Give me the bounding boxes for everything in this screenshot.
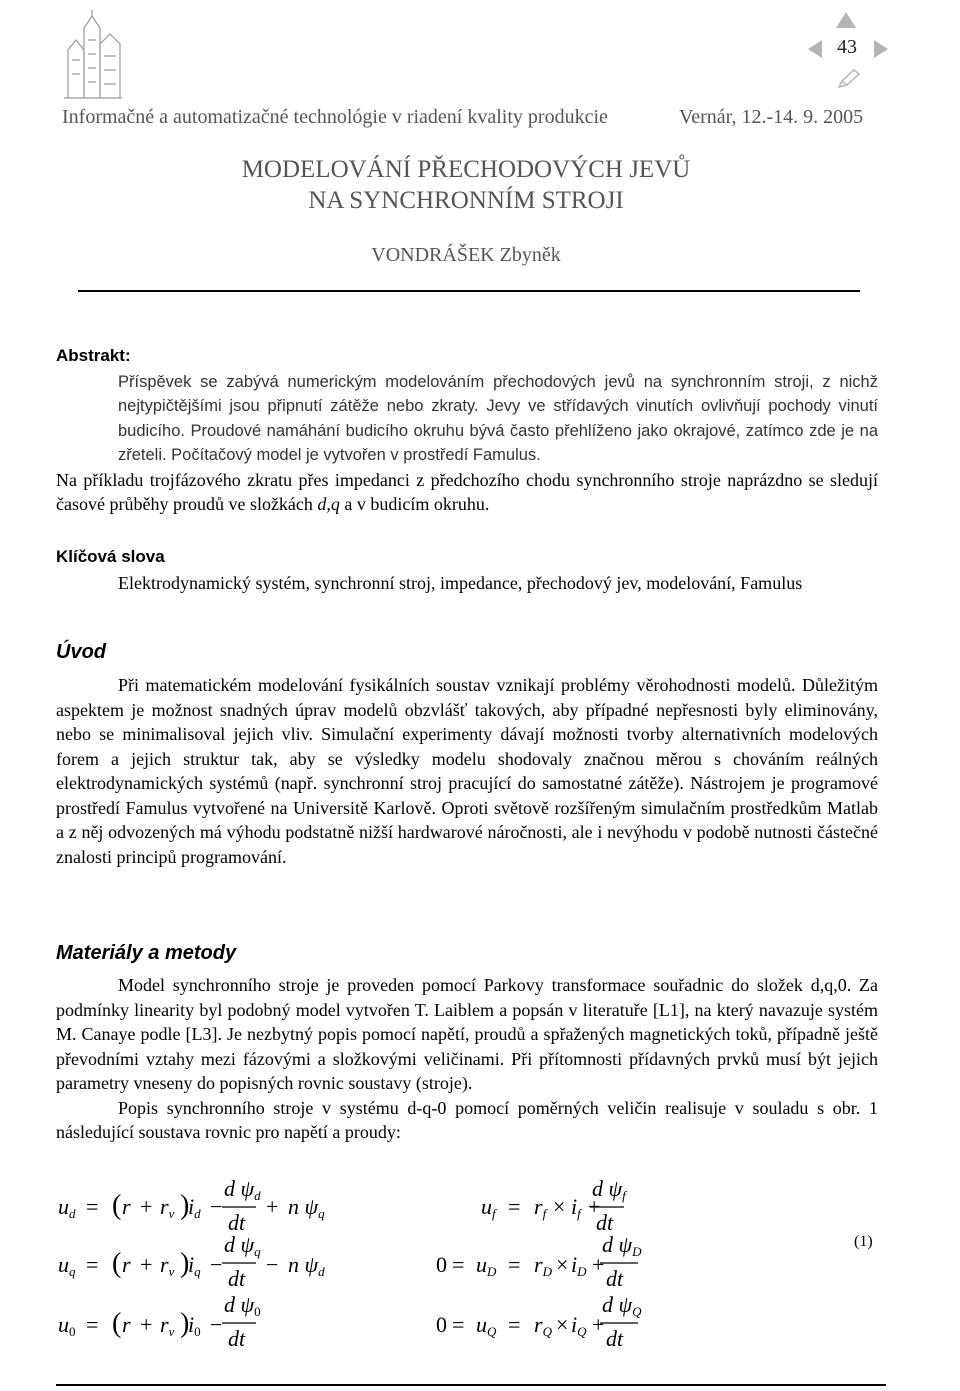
svg-text:i0: i0 (188, 1312, 201, 1339)
svg-text:0: 0 (436, 1252, 447, 1277)
svg-text:r: r (122, 1312, 131, 1337)
methods-text (56, 973, 878, 1145)
svg-text:iD: iD (571, 1252, 587, 1279)
svg-text:=: = (86, 1252, 99, 1277)
arrow-left-icon[interactable] (808, 40, 822, 58)
abstract-heading: Abstrakt: (56, 346, 131, 365)
arrow-up-icon[interactable] (836, 12, 856, 28)
svg-text:d ψd: d ψd (224, 1176, 261, 1203)
svg-text:+: + (588, 1194, 601, 1219)
svg-text:0: 0 (436, 1312, 447, 1337)
svg-text:+: + (140, 1312, 153, 1337)
equation-u0 (58, 1292, 261, 1351)
svg-text:n ψq: n ψq (288, 1194, 325, 1221)
equation-uq (58, 1232, 325, 1291)
paper-title (62, 154, 870, 216)
svg-text:d ψ0: d ψ0 (224, 1292, 261, 1319)
svg-text:×: × (556, 1312, 569, 1337)
page-number: 43 (837, 36, 857, 58)
svg-text:uf: uf (481, 1194, 496, 1221)
conference-date: Vernár, 12.-14. 9. 2005 (679, 106, 864, 128)
svg-text:id: id (188, 1194, 201, 1221)
svg-text:rD: rD (534, 1252, 552, 1279)
svg-text:dt: dt (606, 1326, 624, 1351)
svg-text:(: ( (112, 1308, 122, 1339)
intro-heading: Úvod (56, 641, 106, 663)
svg-text:×: × (553, 1194, 566, 1219)
svg-text:(: ( (112, 1248, 122, 1279)
abstract-body (56, 370, 878, 517)
svg-text:=: = (86, 1312, 99, 1337)
title-divider (78, 290, 860, 292)
svg-text:rf: rf (534, 1194, 547, 1221)
svg-text:×: × (556, 1252, 569, 1277)
svg-text:uD: uD (476, 1252, 497, 1279)
pencil-icon[interactable] (836, 68, 862, 90)
svg-text:d ψq: d ψq (224, 1232, 261, 1259)
arrow-right-icon[interactable] (874, 40, 888, 58)
svg-text:+: + (592, 1252, 605, 1277)
conference-logo (62, 10, 124, 102)
svg-text:dt: dt (228, 1210, 246, 1235)
svg-text:+: + (140, 1252, 153, 1277)
svg-text:r: r (122, 1194, 131, 1219)
svg-text:d ψQ: d ψQ (602, 1292, 642, 1319)
svg-text:(: ( (112, 1190, 122, 1221)
title-line-1: MODELOVÁNÍ PŘECHODOVÝCH JEVŮ (241, 156, 691, 183)
svg-text:dt: dt (596, 1210, 614, 1235)
svg-text:dt: dt (606, 1266, 624, 1291)
svg-text:d ψf: d ψf (592, 1176, 626, 1203)
svg-text:=: = (452, 1252, 465, 1277)
svg-text:+: + (592, 1312, 605, 1337)
svg-text:d ψD: d ψD (602, 1232, 642, 1259)
svg-text:n ψd: n ψd (288, 1252, 325, 1279)
equation-system (56, 1172, 886, 1382)
svg-text:+: + (140, 1194, 153, 1219)
svg-text:rQ: rQ (534, 1312, 552, 1339)
conference-name: Informačné a automatizačné technológie v riadení kvality produkcie (62, 106, 608, 128)
abstract-text: Příspěvek se zabývá numerickým modelováním přechodových jevů na synchronním stroji, z nichž nejtypičtějšími jsou připnutí zátěže nebo zkraty. Jevy ve střídavých vinutích ovlivňují pochody vinutí budicího. Proudové namáhání budicího okruhu bývá často přehlíženo jako okrajové, zatímco zde je na zřeteli. Počítačový model je vytvořen v prostředí Famulus. (118, 373, 878, 465)
svg-text:rv: rv (160, 1194, 175, 1221)
svg-text:u0: u0 (58, 1312, 76, 1339)
methods-paragraph-2: Popis synchronního stroje v systému d-q-0 pomocí poměrných veličin realisuje v souladu s obr. 1 následující soustava rovnic pro napětí a proudy: (56, 1097, 878, 1142)
svg-text:−: − (210, 1312, 223, 1337)
svg-text:dt: dt (228, 1266, 246, 1291)
svg-text:+: + (266, 1194, 279, 1219)
title-line-2: NA SYNCHRONNÍM STROJI (308, 187, 624, 214)
svg-text:=: = (508, 1194, 521, 1219)
author: VONDRÁŠEK Zbyněk (371, 244, 561, 266)
page-navigation (808, 6, 890, 96)
svg-text:rv: rv (160, 1312, 175, 1339)
svg-text:−: − (210, 1252, 223, 1277)
svg-text:): ) (180, 1248, 190, 1279)
svg-text:dt: dt (228, 1326, 246, 1351)
keywords-text: Elektrodynamický systém, synchronní stroj, impedance, přechodový jev, modelování, Famulus (118, 573, 803, 593)
svg-text:=: = (452, 1312, 465, 1337)
methods-heading: Materiály a metody (56, 942, 237, 964)
abstract-text-serif: Na příkladu trojfázového zkratu přes impedanci z předchozího chodu synchronního stroje naprázdno se sledují časové průběhy proudů ve složkách d,q a v budicím okruhu. (56, 469, 878, 515)
keywords-heading: Klíčová slova (56, 547, 165, 566)
intro-text: Při matematickém modelování fysikálních soustav vznikají problémy věrohodnosti modelů. Důležitým aspektem je možnost snadných úprav modelů obzvlášť takových, aby případné nepřesnosti byly eliminovány, nebo se minimalisoval jejich vliv. Simulační experimenty dávají možnosti tvorby alternativních modelových forem a jejich struktur tak, aby se výsledky modelu shodovaly značnou měrou s chováním reálných elektrodynamických systémů (např. synchronní stroj pracující do samostatné zátěže). Nástrojem je programové prostředí Famulus vytvořené na Universitě Karlově. Oproti světově rozšířeným simulačním prostředkům Matlab a z něj odvozených má výhodu podstatně nižší hardwarové náročnosti, ale i nevýhodu v podobě nutnosti částečné znalosti principů programování. (56, 675, 878, 867)
svg-text:−: − (266, 1252, 279, 1277)
svg-text:iq: iq (188, 1252, 201, 1279)
equation-ud (58, 1176, 325, 1235)
equation-number: (1) (854, 1233, 873, 1250)
equation-uD (436, 1232, 642, 1291)
equation-uQ (436, 1292, 642, 1351)
equation-uf (481, 1176, 628, 1235)
svg-text:−: − (210, 1194, 223, 1219)
svg-text:iQ: iQ (571, 1312, 587, 1339)
footer-divider (56, 1384, 886, 1386)
svg-text:): ) (180, 1308, 190, 1339)
svg-text:uQ: uQ (476, 1312, 497, 1339)
svg-text:=: = (508, 1252, 521, 1277)
methods-paragraph-1: Model synchronního stroje je proveden pomocí Parkovy transformace souřadnic do složek d,q,0. Za podmínky linearity byl podobný model vytvořen T. Laiblem a popsán v literatuře [L1], na který navazuje systém M. Canaye podle [L3]. Je nezbytný popis pomocí napětí, proudů a spřažených magnetických toků, případně ještě převodními vztahy mezi fázovými a složkovými veličinami. Při přítomnosti přídavných prvků musí být jejich parametry vneseny do popisných rovnic soustavy (stroje). (56, 975, 878, 1093)
svg-text:=: = (508, 1312, 521, 1337)
svg-text:ud: ud (58, 1194, 76, 1221)
svg-text:rv: rv (160, 1252, 175, 1279)
svg-text:): ) (180, 1190, 190, 1221)
svg-text:if: if (571, 1194, 581, 1221)
svg-text:uq: uq (58, 1252, 76, 1279)
svg-text:=: = (86, 1194, 99, 1219)
svg-text:r: r (122, 1252, 131, 1277)
